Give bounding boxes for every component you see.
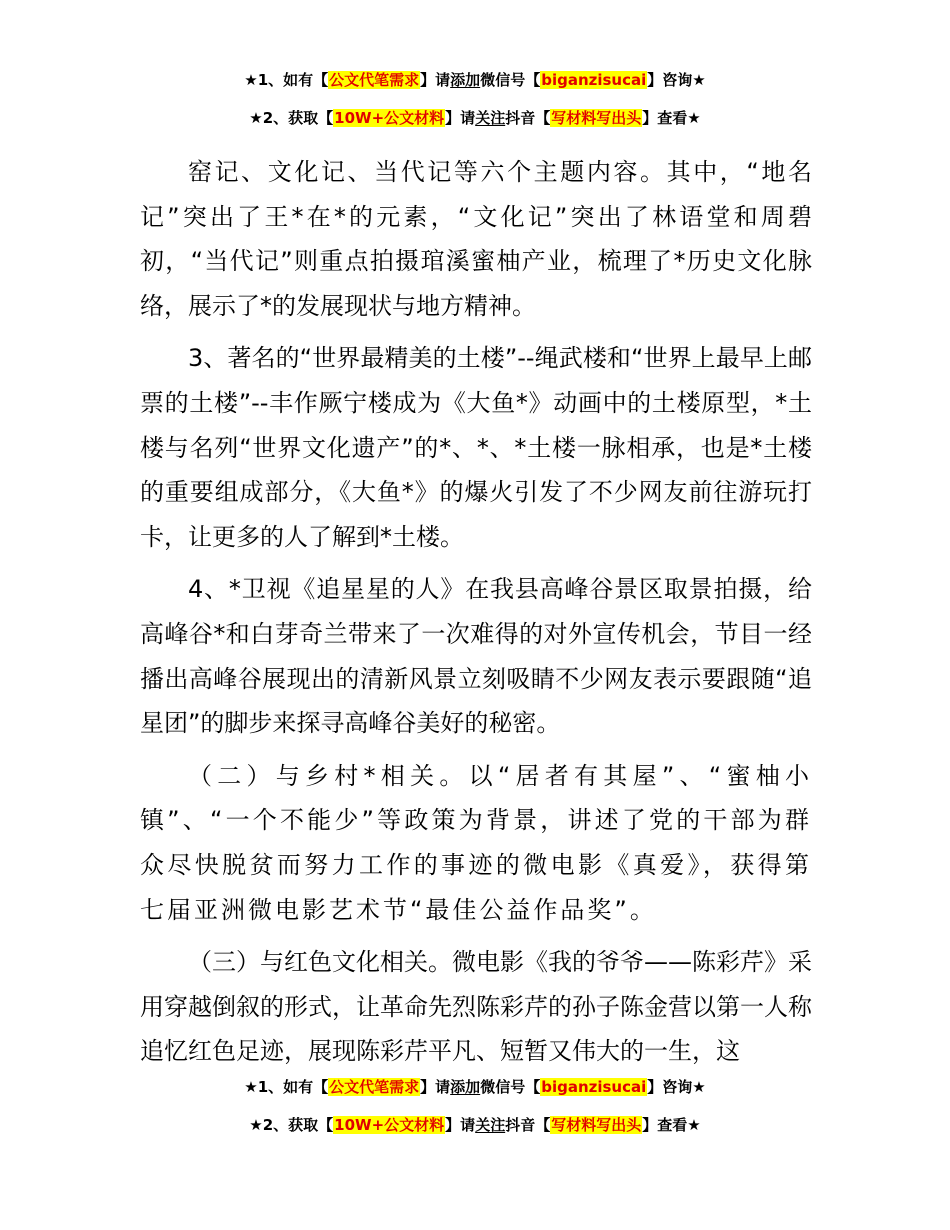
paragraph-continuation: 窑记、文化记、当代记等六个主题内容。其中，“地名记”突出了王*在*的元素，“文化记”突出了林语堂和周碧初，“当代记”则重点拍摄琯溪蜜柚产业，梳理了*历史文化脉络，展示了*的发展现状与地方精神。 bbox=[140, 158, 812, 320]
star-icon: ★ bbox=[244, 71, 258, 89]
paragraph-section-2: （二）与乡村*相关。以“居者有其屋”、“蜜柚小镇”、“一个不能少”等政策为背景，讲述了党的干部为群众尽快脱贫而努力工作的事迹的微电影《真爱》，获得第七届亚洲微电影艺术节“最佳公益作品奖”。 bbox=[140, 761, 812, 924]
underlined-follow: 关注 bbox=[475, 109, 506, 127]
banner-text: 1、如有【 bbox=[257, 1078, 329, 1096]
paragraph-item-4: 4、*卫视《追星星的人》在我县高峰谷景区取景拍摄，给高峰谷*和白芽奇兰带来了一次难得的对外宣传机会，节目一经播出高峰谷展现出的清新风景立刻吸睛不少网友表示要跟随“追星团”的脚步来探寻高峰谷美好的秘密。 bbox=[140, 575, 812, 738]
underlined-add: 添加 bbox=[450, 1078, 481, 1096]
star-icon: ★ bbox=[687, 109, 701, 127]
star-icon: ★ bbox=[249, 1116, 263, 1134]
banner-text: 微信号【 bbox=[480, 71, 541, 89]
banner-text: 1、如有【 bbox=[257, 71, 329, 89]
banner-text: 】查看 bbox=[642, 1116, 688, 1134]
footer-banner-line-2 bbox=[0, 1115, 950, 1135]
highlight-wechat-id: biganzisucai bbox=[541, 1078, 647, 1096]
footer-banner-line-1 bbox=[0, 1077, 950, 1097]
highlight-wechat-id: biganzisucai bbox=[541, 71, 647, 89]
document-body bbox=[140, 150, 812, 1082]
paragraph-section-3: （三）与红色文化相关。微电影《我的爷爷——陈彩芹》采用穿越倒叙的形式，让革命先烈陈彩芹的孙子陈金营以第一人称追忆红色足迹，展现陈彩芹平凡、短暂又伟大的一生，这 bbox=[140, 948, 812, 1066]
star-icon: ★ bbox=[692, 1078, 706, 1096]
banner-text: 】查看 bbox=[642, 109, 688, 127]
highlight-douyin-account: 写材料写出头 bbox=[551, 109, 642, 127]
banner-text: 】请 bbox=[445, 1116, 476, 1134]
highlight-service: 公文代笔需求 bbox=[329, 1078, 420, 1096]
banner-text: 抖音【 bbox=[505, 109, 551, 127]
banner-text: 抖音【 bbox=[505, 1116, 551, 1134]
highlight-service: 公文代笔需求 bbox=[329, 71, 420, 89]
star-icon: ★ bbox=[692, 71, 706, 89]
star-icon: ★ bbox=[244, 1078, 258, 1096]
highlight-douyin-account: 写材料写出头 bbox=[551, 1116, 642, 1134]
star-icon: ★ bbox=[249, 109, 263, 127]
highlight-materials: 10W+公文材料 bbox=[334, 109, 445, 127]
banner-text: 2、获取【 bbox=[262, 109, 334, 127]
highlight-materials: 10W+公文材料 bbox=[334, 1116, 445, 1134]
paragraph-item-3: 3、著名的“世界最精美的土楼”--绳武楼和“世界上最早上邮票的土楼”--丰作厥宁楼成为《大鱼*》动画中的土楼原型，*土楼与名列“世界文化遗产”的*、*、*土楼一脉相承，也是*土楼的重要组成部分，《大鱼*》的爆火引发了不少网友前往游玩打卡，让更多的人了解到*土楼。 bbox=[140, 344, 812, 551]
star-icon: ★ bbox=[687, 1116, 701, 1134]
header-banner-line-1 bbox=[0, 70, 950, 90]
header-banner-line-2 bbox=[0, 108, 950, 128]
banner-text: 】请 bbox=[420, 71, 451, 89]
underlined-add: 添加 bbox=[450, 71, 481, 89]
banner-text: 】咨询 bbox=[647, 1078, 693, 1096]
banner-text: 2、获取【 bbox=[262, 1116, 334, 1134]
banner-text: 】咨询 bbox=[647, 71, 693, 89]
banner-text: 】请 bbox=[445, 109, 476, 127]
underlined-follow: 关注 bbox=[475, 1116, 506, 1134]
banner-text: 】请 bbox=[420, 1078, 451, 1096]
banner-text: 微信号【 bbox=[480, 1078, 541, 1096]
